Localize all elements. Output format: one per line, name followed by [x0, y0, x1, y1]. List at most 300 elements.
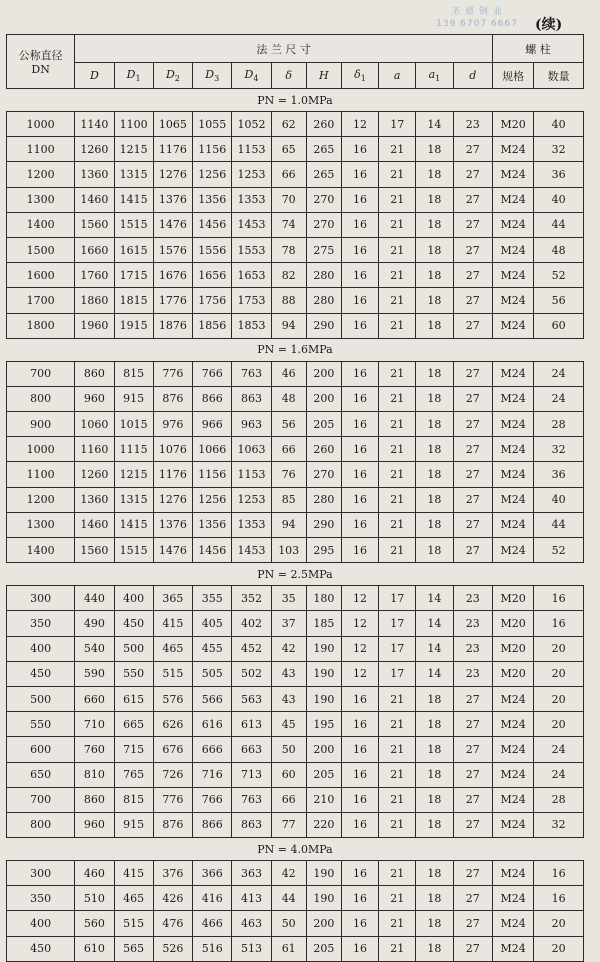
table-cell: 18	[416, 886, 453, 911]
table-cell: 16	[341, 911, 378, 936]
table-cell: 185	[306, 611, 341, 636]
table-cell: 20	[534, 686, 584, 711]
pressure-section-row	[7, 838, 584, 861]
table-cell: 860	[75, 361, 114, 386]
table-cell: 1760	[75, 263, 114, 288]
table-cell: M24	[492, 686, 533, 711]
table-cell: 21	[379, 812, 416, 837]
table-cell: 1052	[232, 112, 271, 137]
pressure-section-label: PN = 2.5MPa	[7, 563, 584, 586]
table-cell: M24	[492, 487, 533, 512]
col-header-5	[271, 63, 306, 89]
table-cell: 1060	[75, 412, 114, 437]
table-cell: 1215	[114, 137, 153, 162]
table-cell: 21	[379, 263, 416, 288]
table-row	[7, 661, 584, 686]
table-cell: 21	[379, 686, 416, 711]
table-cell: 800	[7, 812, 75, 837]
table-cell: 452	[232, 636, 271, 661]
table-row	[7, 512, 584, 537]
table-cell: 1260	[75, 462, 114, 487]
table-cell: 1656	[193, 263, 232, 288]
table-cell: 16	[341, 386, 378, 411]
table-cell: 766	[193, 787, 232, 812]
table-row	[7, 586, 584, 611]
table-cell: 200	[306, 911, 341, 936]
table-cell: 12	[341, 586, 378, 611]
table-cell: 18	[416, 712, 453, 737]
table-cell: 976	[153, 412, 192, 437]
table-cell: 1215	[114, 462, 153, 487]
table-cell: 352	[232, 586, 271, 611]
table-cell: 44	[271, 886, 306, 911]
table-cell: 876	[153, 812, 192, 837]
table-cell: 1856	[193, 313, 232, 338]
table-cell: 20	[534, 712, 584, 737]
table-cell: 400	[7, 636, 75, 661]
table-cell: 16	[341, 787, 378, 812]
table-cell: 1860	[75, 288, 114, 313]
table-cell: M24	[492, 538, 533, 563]
table-cell: 17	[379, 611, 416, 636]
table-row	[7, 611, 584, 636]
table-cell: 1400	[7, 538, 75, 563]
table-cell: 200	[306, 737, 341, 762]
table-cell: 24	[534, 386, 584, 411]
pressure-section-row	[7, 338, 584, 361]
table-cell: 21	[379, 386, 416, 411]
table-cell: 27	[453, 787, 492, 812]
table-cell: 27	[453, 437, 492, 462]
table-cell: 32	[534, 437, 584, 462]
table-cell: 280	[306, 288, 341, 313]
table-cell: 14	[416, 661, 453, 686]
table-cell: 88	[271, 288, 306, 313]
table-cell: 37	[271, 611, 306, 636]
col-header-0	[75, 63, 114, 89]
table-cell: 415	[114, 861, 153, 886]
table-cell: M20	[492, 611, 533, 636]
table-cell: 17	[379, 661, 416, 686]
col-header-symbol: D	[126, 67, 136, 81]
table-cell: 40	[534, 187, 584, 212]
watermark-line2: 139 6707 6667	[436, 19, 518, 29]
table-cell: 27	[453, 361, 492, 386]
table-cell: 43	[271, 661, 306, 686]
table-cell: 1476	[153, 538, 192, 563]
table-cell: 400	[7, 911, 75, 936]
table-cell: 18	[416, 386, 453, 411]
table-cell: 1500	[7, 237, 75, 262]
table-cell: 365	[153, 586, 192, 611]
table-cell: 12	[341, 611, 378, 636]
table-cell: 23	[453, 611, 492, 636]
table-cell: 1256	[193, 487, 232, 512]
table-cell: 550	[7, 712, 75, 737]
table-cell: 1153	[232, 462, 271, 487]
col-header-symbol: δ	[354, 67, 361, 81]
table-cell: 21	[379, 712, 416, 737]
table-cell: M20	[492, 661, 533, 686]
table-row	[7, 288, 584, 313]
flange-dimension-table	[6, 34, 584, 962]
dn-header	[7, 35, 75, 89]
table-cell: 290	[306, 313, 341, 338]
table-cell: M24	[492, 212, 533, 237]
table-cell: 1100	[7, 462, 75, 487]
table-cell: 416	[193, 886, 232, 911]
bolt-qty-header: 数量	[534, 63, 584, 89]
table-cell: 1515	[114, 538, 153, 563]
table-cell: 27	[453, 512, 492, 537]
table-cell: 16	[534, 611, 584, 636]
table-cell: 14	[416, 636, 453, 661]
table-cell: 27	[453, 487, 492, 512]
table-cell: 1553	[232, 237, 271, 262]
table-cell: 74	[271, 212, 306, 237]
table-cell: 65	[271, 137, 306, 162]
col-header-7	[341, 63, 378, 89]
table-cell: 402	[232, 611, 271, 636]
table-cell: 1376	[153, 512, 192, 537]
table-cell: 1753	[232, 288, 271, 313]
table-cell: 18	[416, 737, 453, 762]
table-cell: 48	[271, 386, 306, 411]
table-cell: M20	[492, 636, 533, 661]
table-cell: 21	[379, 787, 416, 812]
table-cell: 300	[7, 861, 75, 886]
table-row	[7, 737, 584, 762]
table-cell: 50	[271, 911, 306, 936]
table-cell: 21	[379, 861, 416, 886]
table-cell: 23	[453, 661, 492, 686]
table-row	[7, 187, 584, 212]
table-cell: 21	[379, 361, 416, 386]
table-cell: 20	[534, 911, 584, 936]
table-cell: 1065	[153, 112, 192, 137]
table-cell: 500	[114, 636, 153, 661]
table-row	[7, 263, 584, 288]
table-row	[7, 886, 584, 911]
table-cell: M24	[492, 787, 533, 812]
table-cell: 1000	[7, 437, 75, 462]
table-cell: 46	[271, 361, 306, 386]
table-cell: 16	[341, 212, 378, 237]
table-cell: 16	[341, 237, 378, 262]
table-cell: 763	[232, 361, 271, 386]
col-header-2	[153, 63, 192, 89]
table-cell: M24	[492, 162, 533, 187]
table-cell: 1876	[153, 313, 192, 338]
table-cell: 21	[379, 737, 416, 762]
table-cell: 18	[416, 762, 453, 787]
table-cell: 465	[153, 636, 192, 661]
table-cell: 270	[306, 462, 341, 487]
table-cell: 1960	[75, 313, 114, 338]
table-cell: 1560	[75, 538, 114, 563]
table-row	[7, 636, 584, 661]
table-cell: 1415	[114, 187, 153, 212]
table-cell: 16	[341, 361, 378, 386]
table-cell: 866	[193, 812, 232, 837]
table-cell: 516	[193, 936, 232, 961]
table-cell: 450	[7, 661, 75, 686]
table-cell: 190	[306, 661, 341, 686]
table-cell: 16	[534, 886, 584, 911]
table-cell: 716	[193, 762, 232, 787]
table-cell: 713	[232, 762, 271, 787]
table-cell: 61	[271, 936, 306, 961]
table-cell: 48	[534, 237, 584, 262]
table-cell: 1600	[7, 263, 75, 288]
col-header-6	[306, 63, 341, 89]
table-cell: 27	[453, 263, 492, 288]
table-row	[7, 412, 584, 437]
table-cell: 77	[271, 812, 306, 837]
col-header-1	[114, 63, 153, 89]
col-header-subscript: 1	[135, 74, 141, 84]
table-cell: 300	[7, 586, 75, 611]
table-cell: 78	[271, 237, 306, 262]
pressure-section-row	[7, 89, 584, 112]
table-cell: 17	[379, 636, 416, 661]
table-cell: M24	[492, 886, 533, 911]
table-cell: 1400	[7, 212, 75, 237]
table-cell: 275	[306, 237, 341, 262]
table-cell: 32	[534, 812, 584, 837]
table-cell: 660	[75, 686, 114, 711]
table-cell: 62	[271, 112, 306, 137]
table-cell: 815	[114, 787, 153, 812]
table-cell: 1815	[114, 288, 153, 313]
table-cell: M24	[492, 462, 533, 487]
table-cell: 18	[416, 861, 453, 886]
table-cell: 18	[416, 487, 453, 512]
table-cell: 1276	[153, 162, 192, 187]
table-cell: 590	[75, 661, 114, 686]
table-cell: 35	[271, 586, 306, 611]
table-cell: 16	[341, 512, 378, 537]
table-cell: 355	[193, 586, 232, 611]
table-cell: 16	[341, 288, 378, 313]
table-cell: 666	[193, 737, 232, 762]
table-cell: 16	[534, 586, 584, 611]
table-cell: 24	[534, 762, 584, 787]
table-cell: 1700	[7, 288, 75, 313]
table-cell: 16	[341, 187, 378, 212]
table-cell: 700	[7, 361, 75, 386]
table-cell: 20	[534, 636, 584, 661]
table-cell: M24	[492, 861, 533, 886]
table-cell: 540	[75, 636, 114, 661]
table-cell: 16	[341, 538, 378, 563]
table-cell: M24	[492, 437, 533, 462]
table-cell: 766	[193, 361, 232, 386]
table-cell: 860	[75, 787, 114, 812]
table-cell: 280	[306, 487, 341, 512]
table-cell: 455	[193, 636, 232, 661]
table-cell: 18	[416, 911, 453, 936]
table-row	[7, 386, 584, 411]
table-cell: 1160	[75, 437, 114, 462]
table-cell: M24	[492, 512, 533, 537]
table-cell: 600	[7, 737, 75, 762]
table-cell: 60	[271, 762, 306, 787]
table-cell: 1360	[75, 162, 114, 187]
table-cell: 490	[75, 611, 114, 636]
table-cell: 20	[534, 661, 584, 686]
table-cell: 616	[193, 712, 232, 737]
pressure-section-label: PN = 1.0MPa	[7, 89, 584, 112]
col-header-10	[453, 63, 492, 89]
table-cell: 27	[453, 162, 492, 187]
table-cell: 94	[271, 512, 306, 537]
table-row	[7, 911, 584, 936]
table-cell: M24	[492, 313, 533, 338]
table-cell: 615	[114, 686, 153, 711]
table-row	[7, 787, 584, 812]
table-cell: 50	[271, 737, 306, 762]
table-cell: 17	[379, 112, 416, 137]
table-cell: M24	[492, 712, 533, 737]
table-cell: 52	[534, 263, 584, 288]
table-cell: 76	[271, 462, 306, 487]
table-cell: 270	[306, 212, 341, 237]
table-cell: 295	[306, 538, 341, 563]
table-cell: 27	[453, 737, 492, 762]
col-header-symbol: δ	[285, 69, 292, 82]
table-cell: 21	[379, 462, 416, 487]
col-header-4	[232, 63, 271, 89]
table-cell: 960	[75, 812, 114, 837]
table-row	[7, 212, 584, 237]
bolt-group-header: 螺 柱	[492, 35, 583, 63]
table-cell: 16	[341, 162, 378, 187]
table-cell: 21	[379, 162, 416, 187]
table-row	[7, 686, 584, 711]
table-cell: 726	[153, 762, 192, 787]
table-row	[7, 313, 584, 338]
col-header-symbol: D	[205, 67, 215, 81]
table-cell: 21	[379, 762, 416, 787]
col-header-symbol: a	[393, 69, 401, 82]
table-cell: 66	[271, 787, 306, 812]
table-cell: 810	[75, 762, 114, 787]
table-cell: 14	[416, 586, 453, 611]
table-cell: 1176	[153, 462, 192, 487]
table-cell: 27	[453, 137, 492, 162]
table-cell: M20	[492, 112, 533, 137]
table-cell: 14	[416, 112, 453, 137]
table-cell: 27	[453, 886, 492, 911]
table-row	[7, 437, 584, 462]
table-cell: 280	[306, 263, 341, 288]
table-cell: 760	[75, 737, 114, 762]
table-cell: 24	[534, 361, 584, 386]
table-cell: 16	[341, 462, 378, 487]
table-cell: 18	[416, 787, 453, 812]
table-cell: 1460	[75, 512, 114, 537]
table-cell: 1000	[7, 112, 75, 137]
dn-header-label: 公称直径	[18, 49, 63, 62]
table-cell: 21	[379, 288, 416, 313]
table-cell: 415	[153, 611, 192, 636]
table-cell: 1615	[114, 237, 153, 262]
table-cell: 1253	[232, 162, 271, 187]
table-cell: 21	[379, 437, 416, 462]
table-cell: 1915	[114, 313, 153, 338]
col-header-8	[379, 63, 416, 89]
table-cell: 1256	[193, 162, 232, 187]
col-header-9	[416, 63, 453, 89]
col-header-symbol: D	[89, 69, 99, 82]
table-body	[7, 89, 584, 962]
table-cell: 12	[341, 661, 378, 686]
table-cell: 1300	[7, 512, 75, 537]
table-cell: 82	[271, 263, 306, 288]
table-cell: 960	[75, 386, 114, 411]
table-cell: 56	[271, 412, 306, 437]
table-cell: 27	[453, 812, 492, 837]
table-cell: 16	[341, 412, 378, 437]
table-cell: 460	[75, 861, 114, 886]
table-cell: 1315	[114, 487, 153, 512]
table-cell: 1353	[232, 512, 271, 537]
table-cell: 18	[416, 412, 453, 437]
col-header-subscript: 4	[253, 74, 259, 84]
table-cell: 1200	[7, 162, 75, 187]
table-cell: 450	[7, 936, 75, 961]
table-cell: 1253	[232, 487, 271, 512]
table-cell: 27	[453, 712, 492, 737]
table-cell: 915	[114, 812, 153, 837]
table-cell: M24	[492, 911, 533, 936]
table-cell: 270	[306, 187, 341, 212]
table-cell: 27	[453, 911, 492, 936]
table-cell: 200	[306, 361, 341, 386]
table-cell: 863	[232, 386, 271, 411]
table-cell: 27	[453, 313, 492, 338]
table-cell: 1715	[114, 263, 153, 288]
table-cell: 1156	[193, 137, 232, 162]
table-cell: 500	[7, 686, 75, 711]
bolt-spec-header: 规格	[492, 63, 533, 89]
table-cell: 18	[416, 437, 453, 462]
table-cell: 16	[534, 861, 584, 886]
table-cell: 563	[232, 686, 271, 711]
table-cell: 1853	[232, 313, 271, 338]
col-header-3	[193, 63, 232, 89]
table-cell: 1456	[193, 212, 232, 237]
table-cell: 70	[271, 187, 306, 212]
watermark	[432, 6, 522, 30]
table-cell: 36	[534, 462, 584, 487]
table-cell: M24	[492, 263, 533, 288]
table-cell: 1076	[153, 437, 192, 462]
table-cell: 1315	[114, 162, 153, 187]
table-cell: 1415	[114, 512, 153, 537]
table-cell: 613	[232, 712, 271, 737]
table-cell: 1153	[232, 137, 271, 162]
table-row	[7, 812, 584, 837]
table-cell: 476	[153, 911, 192, 936]
table-cell: 715	[114, 737, 153, 762]
table-cell: 21	[379, 538, 416, 563]
table-cell: 1015	[114, 412, 153, 437]
table-row	[7, 712, 584, 737]
table-cell: 16	[341, 936, 378, 961]
table-cell: 12	[341, 636, 378, 661]
